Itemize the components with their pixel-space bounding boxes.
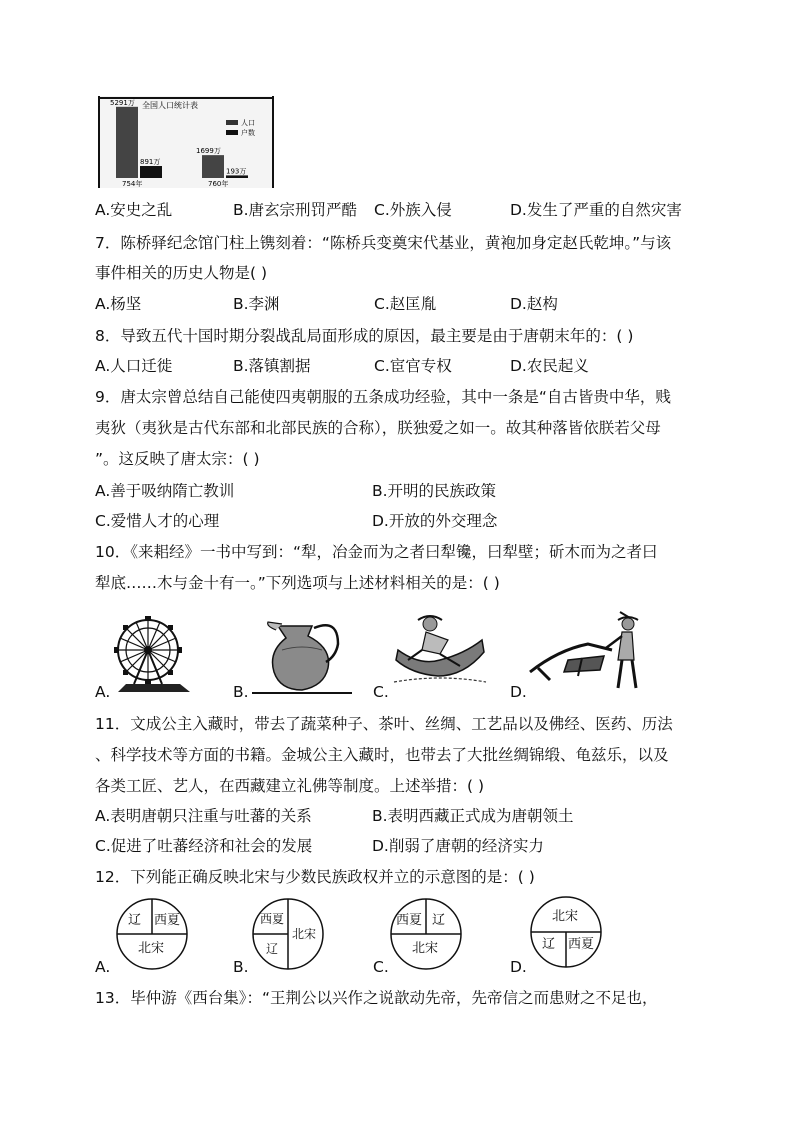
q11-stem-line2: 、科学技术等方面的书籍。金城公主入藏时，也带去了大批丝绸锦缎、龟兹乐，以及: [95, 746, 669, 764]
q9-stem-line1: 9．唐太宗曾总结自己能使四夷朝服的五条成功经验，其中一条是“自古皆贵中华，贱: [95, 388, 671, 406]
ewer-image[interactable]: [252, 610, 352, 696]
q6-option-b[interactable]: B.唐玄宗刑罚严酷: [233, 201, 358, 219]
pie-c-label-xixia: 西夏: [396, 913, 423, 928]
pie-a-label-liao: 辽: [128, 913, 142, 928]
pie-diagram-c[interactable]: [388, 896, 464, 972]
pie-a-label-xixia: 西夏: [154, 913, 181, 928]
q12-option-a[interactable]: A.: [95, 958, 111, 976]
q13-stem-line1: 13．毕仲游《西台集》：“王荆公以兴作之说歆动先帝，先帝信之而患财之不足也，: [95, 989, 658, 1007]
q10-option-b[interactable]: B.: [233, 683, 249, 701]
label-population-1: 1699万: [196, 147, 221, 156]
q11-option-d[interactable]: D.削弱了唐朝的经济实力: [372, 837, 544, 855]
q10-option-c[interactable]: C.: [373, 683, 389, 701]
q8-option-a[interactable]: A.人口迁徙: [95, 357, 173, 375]
q11-stem-line3: 各类工匠、艺人，在西藏建立礼佛等制度。上述举措：( ): [95, 777, 485, 795]
q7-option-a[interactable]: A.杨坚: [95, 295, 142, 313]
q9-option-c[interactable]: C.爱惜人才的心理: [95, 512, 220, 530]
label-population-0: 5291万: [110, 98, 135, 107]
pie-diagram-a[interactable]: [114, 896, 190, 972]
pie-d-label-liao: 辽: [542, 937, 556, 952]
legend-population: 人口: [241, 119, 255, 127]
q8-option-c[interactable]: C.宦官专权: [374, 357, 452, 375]
q9-option-b[interactable]: B.开明的民族政策: [372, 482, 497, 500]
population-chart: [98, 96, 274, 188]
bar-households-0: [140, 166, 162, 178]
plough-image[interactable]: [528, 610, 656, 696]
q6-option-c[interactable]: C.外族入侵: [374, 201, 452, 219]
pie-c-label-liao: 辽: [432, 913, 446, 928]
q7-option-b[interactable]: B.李渊: [233, 295, 280, 313]
pie-c-label-beisong: 北宋: [412, 941, 439, 956]
label-year-0: 754年: [122, 180, 143, 188]
q10-stem-line1: 10．《来耜经》一书中写到：“犁，冶金而为之者曰犁镵，曰犁壁；斫木而为之者曰: [95, 543, 658, 561]
legend-swatch-households: [226, 130, 238, 135]
bar-population-0: [116, 107, 138, 178]
q7-option-c[interactable]: C.赵匡胤: [374, 295, 437, 313]
chart-title: 全国人口统计表: [142, 101, 198, 110]
pie-diagram-d[interactable]: [528, 894, 604, 970]
legend-swatch-population: [226, 120, 238, 125]
q8-option-d[interactable]: D.农民起义: [510, 357, 589, 375]
q9-option-a[interactable]: A.善于吸纳隋亡教训: [95, 482, 235, 500]
q11-option-c[interactable]: C.促进了吐蕃经济和社会的发展: [95, 837, 313, 855]
pie-b-label-liao: 辽: [266, 942, 279, 956]
q6-option-a[interactable]: A.安史之乱: [95, 201, 173, 219]
q7-option-d[interactable]: D.赵构: [510, 295, 558, 313]
q12-option-c[interactable]: C.: [373, 958, 389, 976]
q9-stem-line2: 夷狄（夷狄是古代东部和北部民族的合称），朕独爱之如一。故其种落皆依朕若父母: [95, 419, 661, 437]
label-households-1: 193万: [226, 167, 247, 176]
pie-b-label-xixia: 西夏: [260, 912, 285, 926]
label-households-0: 891万: [140, 158, 161, 167]
pie-b-label-beisong: 北宋: [292, 927, 317, 941]
q12-option-d[interactable]: D.: [510, 958, 527, 976]
bar-population-1: [202, 155, 224, 178]
legend-households: 户数: [241, 129, 255, 137]
q8-option-b[interactable]: B.落镇割据: [233, 357, 311, 375]
q9-stem-line3: ”。这反映了唐太宗：( ): [95, 450, 260, 468]
pie-a-label-beisong: 北宋: [138, 941, 165, 956]
q7-stem-line2: 事件相关的历史人物是( ): [95, 264, 268, 282]
q11-option-b[interactable]: B.表明西藏正式成为唐朝领土: [372, 807, 574, 825]
pie-d-label-xixia: 西夏: [568, 937, 595, 952]
q12-option-b[interactable]: B.: [233, 958, 249, 976]
q9-option-d[interactable]: D.开放的外交理念: [372, 512, 498, 530]
population-chart-svg: [98, 96, 274, 188]
q7-stem-line1: 7．陈桥驿纪念馆门柱上镌刻着：“陈桥兵变奠宋代基业，黄袍加身定赵氏乾坤。”与该: [95, 234, 672, 252]
q11-option-a[interactable]: A.表明唐朝只注重与吐蕃的关系: [95, 807, 312, 825]
waterwheel-image[interactable]: [108, 610, 194, 696]
bar-households-1: [226, 175, 248, 178]
q10-option-a[interactable]: A.: [95, 683, 111, 701]
q8-stem-line1: 8．导致五代十国时期分裂战乱局面形成的原因，最主要是由于唐朝末年的：( ): [95, 327, 634, 345]
label-year-1: 760年: [208, 180, 229, 188]
pie-d-label-beisong: 北宋: [552, 909, 579, 924]
pie-diagram-b[interactable]: [250, 896, 326, 972]
seedling-horse-image[interactable]: [390, 610, 490, 696]
q11-stem-line1: 11．文成公主入藏时，带去了蔬菜种子、茶叶、丝绸、工艺品以及佛经、医药、历法: [95, 715, 673, 733]
q10-stem-line2: 犁底……木与金十有一。”下列选项与上述材料相关的是：( ): [95, 574, 500, 592]
q12-stem-line1: 12．下列能正确反映北宋与少数民族政权并立的示意图的是：( ): [95, 868, 535, 886]
q6-option-d[interactable]: D.发生了严重的自然灾害: [510, 201, 682, 219]
q10-option-d[interactable]: D.: [510, 683, 527, 701]
